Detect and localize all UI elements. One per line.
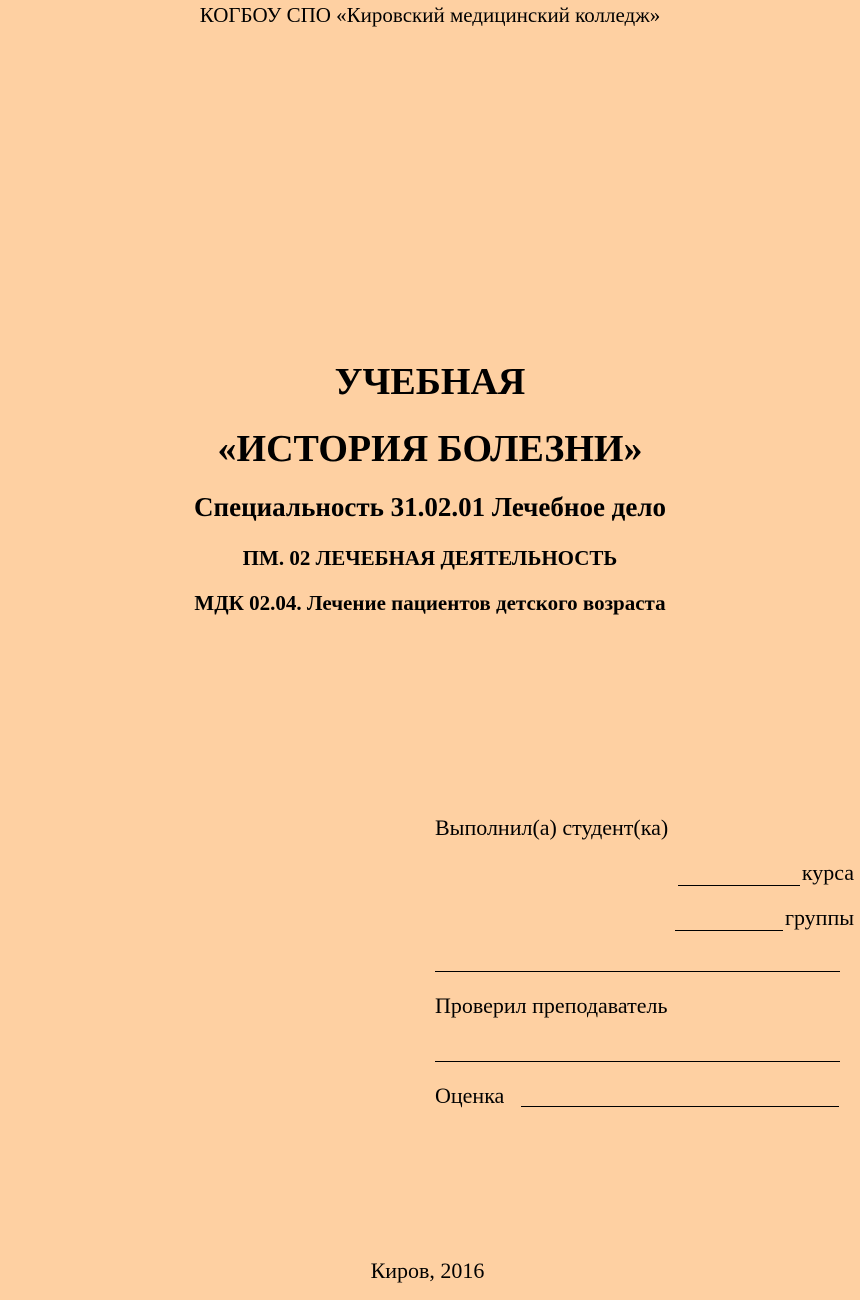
module-line: ПМ. 02 ЛЕЧЕБНАЯ ДЕЯТЕЛЬНОСТЬ (242, 546, 618, 570)
performed-by-label: Выполнил(а) студент(ка) (435, 815, 669, 840)
title-line-1: УЧЕБНАЯ (334, 361, 526, 403)
group-blank (675, 910, 783, 931)
group-label: группы (784, 905, 854, 930)
teacher-name-blank (435, 1061, 840, 1062)
specialty-line: Специальность 31.02.01 Лечебное дело (194, 492, 666, 522)
course-label: курса (801, 860, 854, 885)
course-unit-line: МДК 02.04. Лечение пациентов детского возраста (194, 591, 666, 615)
course-field (678, 860, 854, 886)
title-line-2: «ИСТОРИЯ БОЛЕЗНИ» (217, 428, 643, 470)
city-year-footer: Киров, 2016 (370, 1258, 485, 1283)
group-field (675, 905, 854, 931)
grade-blank (521, 1106, 839, 1107)
course-blank (678, 865, 800, 886)
institution-header: КОГБОУ СПО «Кировский медицинский колледж» (199, 3, 661, 27)
checked-by-label: Проверил преподаватель (435, 993, 668, 1018)
student-name-blank (435, 971, 840, 972)
grade-label: Оценка (435, 1083, 505, 1108)
